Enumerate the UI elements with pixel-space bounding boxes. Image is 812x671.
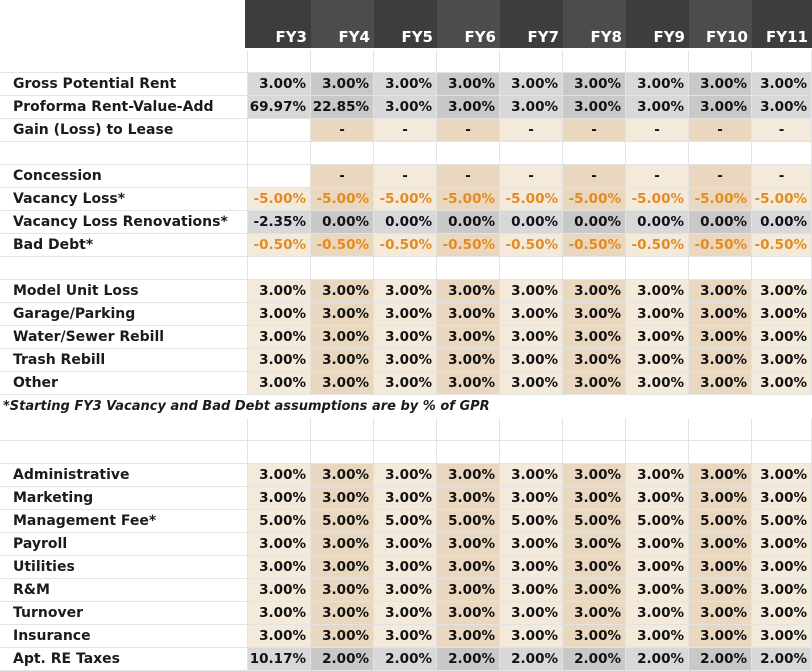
table-cell[interactable]: 3.00% — [752, 602, 812, 625]
table-cell[interactable]: 10.17% — [248, 648, 311, 671]
table-cell[interactable]: 3.00% — [752, 349, 812, 372]
table-cell[interactable]: -0.50% — [437, 234, 500, 257]
table-cell[interactable]: 3.00% — [626, 579, 689, 602]
table-cell[interactable] — [311, 257, 374, 280]
row-label[interactable]: Concession — [0, 165, 248, 188]
table-cell[interactable] — [374, 142, 437, 165]
table-cell[interactable]: 3.00% — [500, 372, 563, 395]
table-cell[interactable]: -0.50% — [752, 234, 812, 257]
table-cell[interactable]: 3.00% — [311, 487, 374, 510]
table-cell[interactable] — [374, 441, 437, 464]
table-cell[interactable]: 3.00% — [500, 533, 563, 556]
table-cell[interactable]: 3.00% — [500, 602, 563, 625]
table-cell[interactable]: 3.00% — [374, 533, 437, 556]
table-cell[interactable]: -5.00% — [626, 188, 689, 211]
table-cell[interactable]: 3.00% — [374, 556, 437, 579]
table-cell[interactable]: 3.00% — [374, 625, 437, 648]
row-label[interactable]: Vacancy Loss* — [0, 188, 248, 211]
table-cell[interactable]: 3.00% — [626, 349, 689, 372]
blank-label-cell[interactable] — [0, 418, 248, 441]
blank-label-cell[interactable] — [0, 441, 248, 464]
table-cell[interactable]: 3.00% — [374, 349, 437, 372]
column-header-fy10[interactable]: FY10 — [689, 0, 752, 48]
table-cell[interactable] — [248, 119, 311, 142]
table-cell[interactable]: 5.00% — [500, 510, 563, 533]
table-cell[interactable]: 3.00% — [311, 349, 374, 372]
table-cell[interactable]: 2.00% — [437, 648, 500, 671]
table-cell[interactable]: 5.00% — [437, 510, 500, 533]
table-cell[interactable]: -0.50% — [374, 234, 437, 257]
table-cell[interactable]: 3.00% — [626, 73, 689, 96]
table-cell[interactable] — [752, 418, 812, 441]
table-cell[interactable]: 3.00% — [689, 464, 752, 487]
table-cell[interactable]: 2.00% — [563, 648, 626, 671]
table-cell[interactable]: 3.00% — [689, 73, 752, 96]
table-cell[interactable] — [248, 50, 311, 73]
table-cell[interactable]: 3.00% — [752, 303, 812, 326]
table-cell[interactable]: 3.00% — [437, 303, 500, 326]
table-cell[interactable]: 3.00% — [374, 487, 437, 510]
table-cell[interactable]: 3.00% — [563, 579, 626, 602]
table-cell[interactable]: - — [563, 165, 626, 188]
table-cell[interactable]: 3.00% — [437, 579, 500, 602]
table-cell[interactable]: -0.50% — [689, 234, 752, 257]
table-cell[interactable]: 3.00% — [752, 579, 812, 602]
table-cell[interactable]: - — [689, 119, 752, 142]
row-label[interactable]: Gain (Loss) to Lease — [0, 119, 248, 142]
table-cell[interactable]: 3.00% — [752, 326, 812, 349]
table-cell[interactable]: 3.00% — [374, 579, 437, 602]
table-cell[interactable]: 3.00% — [374, 372, 437, 395]
table-cell[interactable]: 3.00% — [311, 73, 374, 96]
table-cell[interactable]: 3.00% — [626, 556, 689, 579]
table-cell[interactable] — [374, 418, 437, 441]
table-cell[interactable] — [563, 50, 626, 73]
table-cell[interactable]: 3.00% — [437, 556, 500, 579]
table-cell[interactable]: 3.00% — [311, 280, 374, 303]
table-cell[interactable]: - — [437, 119, 500, 142]
column-header-fy6[interactable]: FY6 — [437, 0, 500, 48]
table-cell[interactable] — [689, 142, 752, 165]
table-cell[interactable] — [752, 441, 812, 464]
row-label[interactable]: Trash Rebill — [0, 349, 248, 372]
table-cell[interactable]: 0.00% — [311, 211, 374, 234]
table-cell[interactable]: -5.00% — [248, 188, 311, 211]
table-cell[interactable]: - — [563, 119, 626, 142]
table-cell[interactable]: -5.00% — [563, 188, 626, 211]
table-cell[interactable]: 3.00% — [563, 556, 626, 579]
table-cell[interactable]: 0.00% — [752, 211, 812, 234]
table-cell[interactable] — [437, 441, 500, 464]
table-cell[interactable]: 3.00% — [311, 372, 374, 395]
table-cell[interactable]: 3.00% — [752, 533, 812, 556]
row-label[interactable]: Payroll — [0, 533, 248, 556]
table-cell[interactable]: 3.00% — [248, 303, 311, 326]
table-cell[interactable] — [248, 142, 311, 165]
table-cell[interactable]: 3.00% — [374, 464, 437, 487]
table-cell[interactable]: 69.97% — [248, 96, 311, 119]
row-label[interactable]: Gross Potential Rent — [0, 73, 248, 96]
table-cell[interactable]: 0.00% — [437, 211, 500, 234]
blank-label-cell[interactable] — [0, 142, 248, 165]
table-cell[interactable]: 3.00% — [374, 73, 437, 96]
table-cell[interactable]: 5.00% — [626, 510, 689, 533]
table-cell[interactable]: 3.00% — [689, 487, 752, 510]
column-header-fy9[interactable]: FY9 — [626, 0, 689, 48]
row-label[interactable]: Marketing — [0, 487, 248, 510]
table-cell[interactable]: -0.50% — [500, 234, 563, 257]
table-cell[interactable]: 3.00% — [500, 96, 563, 119]
table-cell[interactable]: 3.00% — [626, 533, 689, 556]
table-cell[interactable] — [689, 257, 752, 280]
table-cell[interactable]: 3.00% — [437, 73, 500, 96]
table-cell[interactable]: 3.00% — [563, 326, 626, 349]
row-label[interactable]: Garage/Parking — [0, 303, 248, 326]
table-cell[interactable]: 3.00% — [689, 602, 752, 625]
table-cell[interactable] — [437, 142, 500, 165]
column-header-fy8[interactable]: FY8 — [563, 0, 626, 48]
table-cell[interactable]: 3.00% — [689, 579, 752, 602]
table-cell[interactable] — [311, 418, 374, 441]
table-cell[interactable]: 3.00% — [563, 602, 626, 625]
table-cell[interactable]: 3.00% — [374, 96, 437, 119]
column-header-fy11[interactable]: FY11 — [752, 0, 812, 48]
table-cell[interactable]: 3.00% — [248, 556, 311, 579]
table-cell[interactable]: 3.00% — [689, 372, 752, 395]
table-cell[interactable]: 3.00% — [752, 464, 812, 487]
table-cell[interactable]: 3.00% — [248, 464, 311, 487]
table-cell[interactable]: 0.00% — [500, 211, 563, 234]
table-cell[interactable]: - — [311, 165, 374, 188]
table-cell[interactable]: - — [311, 119, 374, 142]
table-cell[interactable]: 3.00% — [626, 602, 689, 625]
table-cell[interactable]: 3.00% — [689, 349, 752, 372]
header-blank — [0, 0, 248, 48]
table-cell[interactable] — [626, 257, 689, 280]
table-cell[interactable] — [626, 142, 689, 165]
table-cell[interactable]: 3.00% — [248, 73, 311, 96]
table-cell[interactable] — [626, 418, 689, 441]
column-header-fy7[interactable]: FY7 — [500, 0, 563, 48]
table-cell[interactable]: 3.00% — [311, 326, 374, 349]
table-cell[interactable]: 3.00% — [311, 464, 374, 487]
table-cell[interactable]: 3.00% — [752, 625, 812, 648]
table-cell[interactable]: 3.00% — [689, 96, 752, 119]
table-cell[interactable] — [689, 441, 752, 464]
table-cell[interactable]: 3.00% — [248, 349, 311, 372]
table-cell[interactable]: 2.00% — [752, 648, 812, 671]
table-cell[interactable]: 3.00% — [500, 303, 563, 326]
table-cell[interactable]: -2.35% — [248, 211, 311, 234]
table-cell[interactable]: 3.00% — [248, 372, 311, 395]
table-cell[interactable]: 3.00% — [563, 487, 626, 510]
table-cell[interactable]: 3.00% — [752, 73, 812, 96]
column-header-fy3[interactable]: FY3 — [248, 0, 311, 48]
table-cell[interactable] — [563, 418, 626, 441]
footnote: *Starting FY3 Vacancy and Bad Debt assumptions are by % of GPR — [3, 399, 490, 414]
table-cell[interactable]: 3.00% — [374, 303, 437, 326]
table-cell[interactable]: 3.00% — [689, 556, 752, 579]
blank-label-cell[interactable] — [0, 257, 248, 280]
table-cell[interactable]: 3.00% — [626, 326, 689, 349]
table-cell[interactable]: - — [626, 165, 689, 188]
table-cell[interactable]: 3.00% — [626, 372, 689, 395]
table-cell[interactable]: 3.00% — [563, 303, 626, 326]
table-cell[interactable]: 3.00% — [437, 96, 500, 119]
table-cell[interactable] — [563, 142, 626, 165]
row-label[interactable]: Management Fee* — [0, 510, 248, 533]
table-cell[interactable]: 3.00% — [563, 464, 626, 487]
table-cell[interactable] — [752, 257, 812, 280]
table-cell[interactable]: - — [500, 165, 563, 188]
table-cell[interactable]: 5.00% — [374, 510, 437, 533]
table-cell[interactable]: 5.00% — [311, 510, 374, 533]
table-cell[interactable] — [248, 165, 311, 188]
table-cell[interactable] — [689, 418, 752, 441]
table-cell[interactable]: 3.00% — [311, 556, 374, 579]
table-cell[interactable] — [248, 257, 311, 280]
table-cell[interactable]: 3.00% — [500, 625, 563, 648]
table-cell[interactable]: 3.00% — [248, 533, 311, 556]
table-cell[interactable]: 3.00% — [563, 73, 626, 96]
table-cell[interactable]: 3.00% — [500, 579, 563, 602]
table-cell[interactable]: 3.00% — [437, 487, 500, 510]
table-cell[interactable]: 3.00% — [248, 487, 311, 510]
table-cell[interactable] — [752, 50, 812, 73]
row-label[interactable]: Apt. RE Taxes — [0, 648, 248, 671]
table-cell[interactable]: 5.00% — [689, 510, 752, 533]
table-cell[interactable]: 3.00% — [626, 625, 689, 648]
table-cell[interactable] — [563, 257, 626, 280]
table-cell[interactable] — [500, 142, 563, 165]
table-cell[interactable]: 3.00% — [311, 625, 374, 648]
table-cell[interactable] — [437, 257, 500, 280]
table-cell[interactable]: 3.00% — [437, 280, 500, 303]
table-cell[interactable]: 3.00% — [374, 602, 437, 625]
table-cell[interactable]: 3.00% — [311, 533, 374, 556]
table-cell[interactable]: 3.00% — [437, 372, 500, 395]
table-cell[interactable] — [374, 50, 437, 73]
row-label[interactable]: Utilities — [0, 556, 248, 579]
table-cell[interactable]: 3.00% — [689, 326, 752, 349]
table-cell[interactable]: 3.00% — [752, 280, 812, 303]
table-cell[interactable]: -5.00% — [311, 188, 374, 211]
table-cell[interactable]: 3.00% — [437, 625, 500, 648]
table-cell[interactable]: 3.00% — [500, 464, 563, 487]
row-label[interactable]: Turnover — [0, 602, 248, 625]
row-label[interactable]: Bad Debt* — [0, 234, 248, 257]
table-cell[interactable]: - — [752, 119, 812, 142]
table-cell[interactable] — [689, 50, 752, 73]
table-cell[interactable]: -0.50% — [248, 234, 311, 257]
table-cell[interactable]: -5.00% — [500, 188, 563, 211]
table-cell[interactable]: 0.00% — [626, 211, 689, 234]
table-cell[interactable]: -5.00% — [752, 188, 812, 211]
table-cell[interactable] — [248, 418, 311, 441]
table-cell[interactable]: 3.00% — [500, 326, 563, 349]
table-cell[interactable]: 3.00% — [437, 326, 500, 349]
table-cell[interactable] — [311, 441, 374, 464]
table-cell[interactable]: 3.00% — [563, 533, 626, 556]
table-cell[interactable]: 22.85% — [311, 96, 374, 119]
table-cell[interactable] — [626, 441, 689, 464]
table-cell[interactable]: 3.00% — [626, 487, 689, 510]
table-cell[interactable]: 3.00% — [752, 487, 812, 510]
blank-label-cell[interactable] — [0, 50, 248, 73]
table-cell[interactable]: 3.00% — [626, 464, 689, 487]
table-cell[interactable] — [752, 142, 812, 165]
table-cell[interactable]: 2.00% — [500, 648, 563, 671]
table-cell[interactable]: 3.00% — [752, 372, 812, 395]
table-cell[interactable]: 3.00% — [500, 349, 563, 372]
table-cell[interactable]: 3.00% — [563, 349, 626, 372]
table-cell[interactable]: 3.00% — [752, 96, 812, 119]
table-cell[interactable]: 3.00% — [500, 73, 563, 96]
table-cell[interactable] — [500, 441, 563, 464]
table-cell[interactable] — [500, 50, 563, 73]
table-cell[interactable]: 0.00% — [563, 211, 626, 234]
row-label[interactable]: R&M — [0, 579, 248, 602]
table-cell[interactable]: - — [752, 165, 812, 188]
row-label[interactable]: Proforma Rent-Value-Add — [0, 96, 248, 119]
table-cell[interactable]: 3.00% — [500, 280, 563, 303]
table-cell[interactable]: 3.00% — [437, 349, 500, 372]
table-cell[interactable]: 2.00% — [689, 648, 752, 671]
table-cell[interactable]: 3.00% — [374, 326, 437, 349]
table-cell[interactable] — [311, 142, 374, 165]
table-cell[interactable]: 3.00% — [311, 579, 374, 602]
row-label[interactable]: Vacancy Loss Renovations* — [0, 211, 248, 234]
table-cell[interactable]: -5.00% — [689, 188, 752, 211]
table-cell[interactable]: 2.00% — [374, 648, 437, 671]
table-cell[interactable]: -0.50% — [626, 234, 689, 257]
table-cell[interactable]: 3.00% — [248, 625, 311, 648]
row-label[interactable]: Other — [0, 372, 248, 395]
table-cell[interactable] — [563, 441, 626, 464]
table-cell[interactable]: 3.00% — [248, 602, 311, 625]
table-cell[interactable] — [248, 441, 311, 464]
table-cell[interactable]: - — [500, 119, 563, 142]
table-cell[interactable]: 3.00% — [437, 533, 500, 556]
row-label[interactable]: Water/Sewer Rebill — [0, 326, 248, 349]
table-cell[interactable] — [626, 50, 689, 73]
table-cell[interactable]: 3.00% — [626, 303, 689, 326]
table-cell[interactable] — [374, 257, 437, 280]
table-cell[interactable]: -5.00% — [437, 188, 500, 211]
table-cell[interactable]: 3.00% — [248, 326, 311, 349]
table-cell[interactable] — [311, 50, 374, 73]
table-cell[interactable]: 0.00% — [374, 211, 437, 234]
table-cell[interactable]: 3.00% — [248, 280, 311, 303]
table-cell[interactable]: -5.00% — [374, 188, 437, 211]
table-cell[interactable]: 3.00% — [689, 280, 752, 303]
table-cell[interactable] — [437, 50, 500, 73]
table-cell[interactable] — [500, 257, 563, 280]
table-cell[interactable]: 3.00% — [689, 303, 752, 326]
row-label[interactable]: Insurance — [0, 625, 248, 648]
table-cell[interactable]: 3.00% — [374, 280, 437, 303]
table-cell[interactable]: 2.00% — [311, 648, 374, 671]
table-cell[interactable]: - — [374, 165, 437, 188]
table-cell[interactable]: 3.00% — [311, 602, 374, 625]
table-cell[interactable] — [437, 418, 500, 441]
column-header-fy4[interactable]: FY4 — [311, 0, 374, 48]
table-cell[interactable]: 0.00% — [689, 211, 752, 234]
table-cell[interactable]: 5.00% — [563, 510, 626, 533]
row-label[interactable]: Administrative — [0, 464, 248, 487]
table-cell[interactable]: 3.00% — [752, 556, 812, 579]
table-cell[interactable]: 5.00% — [248, 510, 311, 533]
table-cell[interactable]: 3.00% — [626, 96, 689, 119]
table-cell[interactable]: - — [437, 165, 500, 188]
table-cell[interactable]: 3.00% — [500, 487, 563, 510]
table-cell[interactable]: 5.00% — [752, 510, 812, 533]
table-cell[interactable]: - — [689, 165, 752, 188]
row-label[interactable]: Model Unit Loss — [0, 280, 248, 303]
table-cell[interactable] — [500, 418, 563, 441]
column-header-fy5[interactable]: FY5 — [374, 0, 437, 48]
table-cell[interactable]: 3.00% — [689, 625, 752, 648]
table-cell[interactable]: 3.00% — [437, 464, 500, 487]
table-cell[interactable]: - — [626, 119, 689, 142]
table-cell[interactable]: 3.00% — [563, 625, 626, 648]
table-cell[interactable]: -0.50% — [563, 234, 626, 257]
table-cell[interactable]: -0.50% — [311, 234, 374, 257]
table-cell[interactable]: 3.00% — [500, 556, 563, 579]
table-cell[interactable]: 3.00% — [437, 602, 500, 625]
table-cell[interactable]: 3.00% — [311, 303, 374, 326]
table-cell[interactable]: 3.00% — [563, 280, 626, 303]
table-cell[interactable]: 2.00% — [626, 648, 689, 671]
table-cell[interactable]: 3.00% — [563, 96, 626, 119]
table-cell[interactable]: - — [374, 119, 437, 142]
table-cell[interactable]: 3.00% — [626, 280, 689, 303]
table-cell[interactable]: 3.00% — [563, 372, 626, 395]
table-cell[interactable]: 3.00% — [248, 579, 311, 602]
table-cell[interactable]: 3.00% — [689, 533, 752, 556]
